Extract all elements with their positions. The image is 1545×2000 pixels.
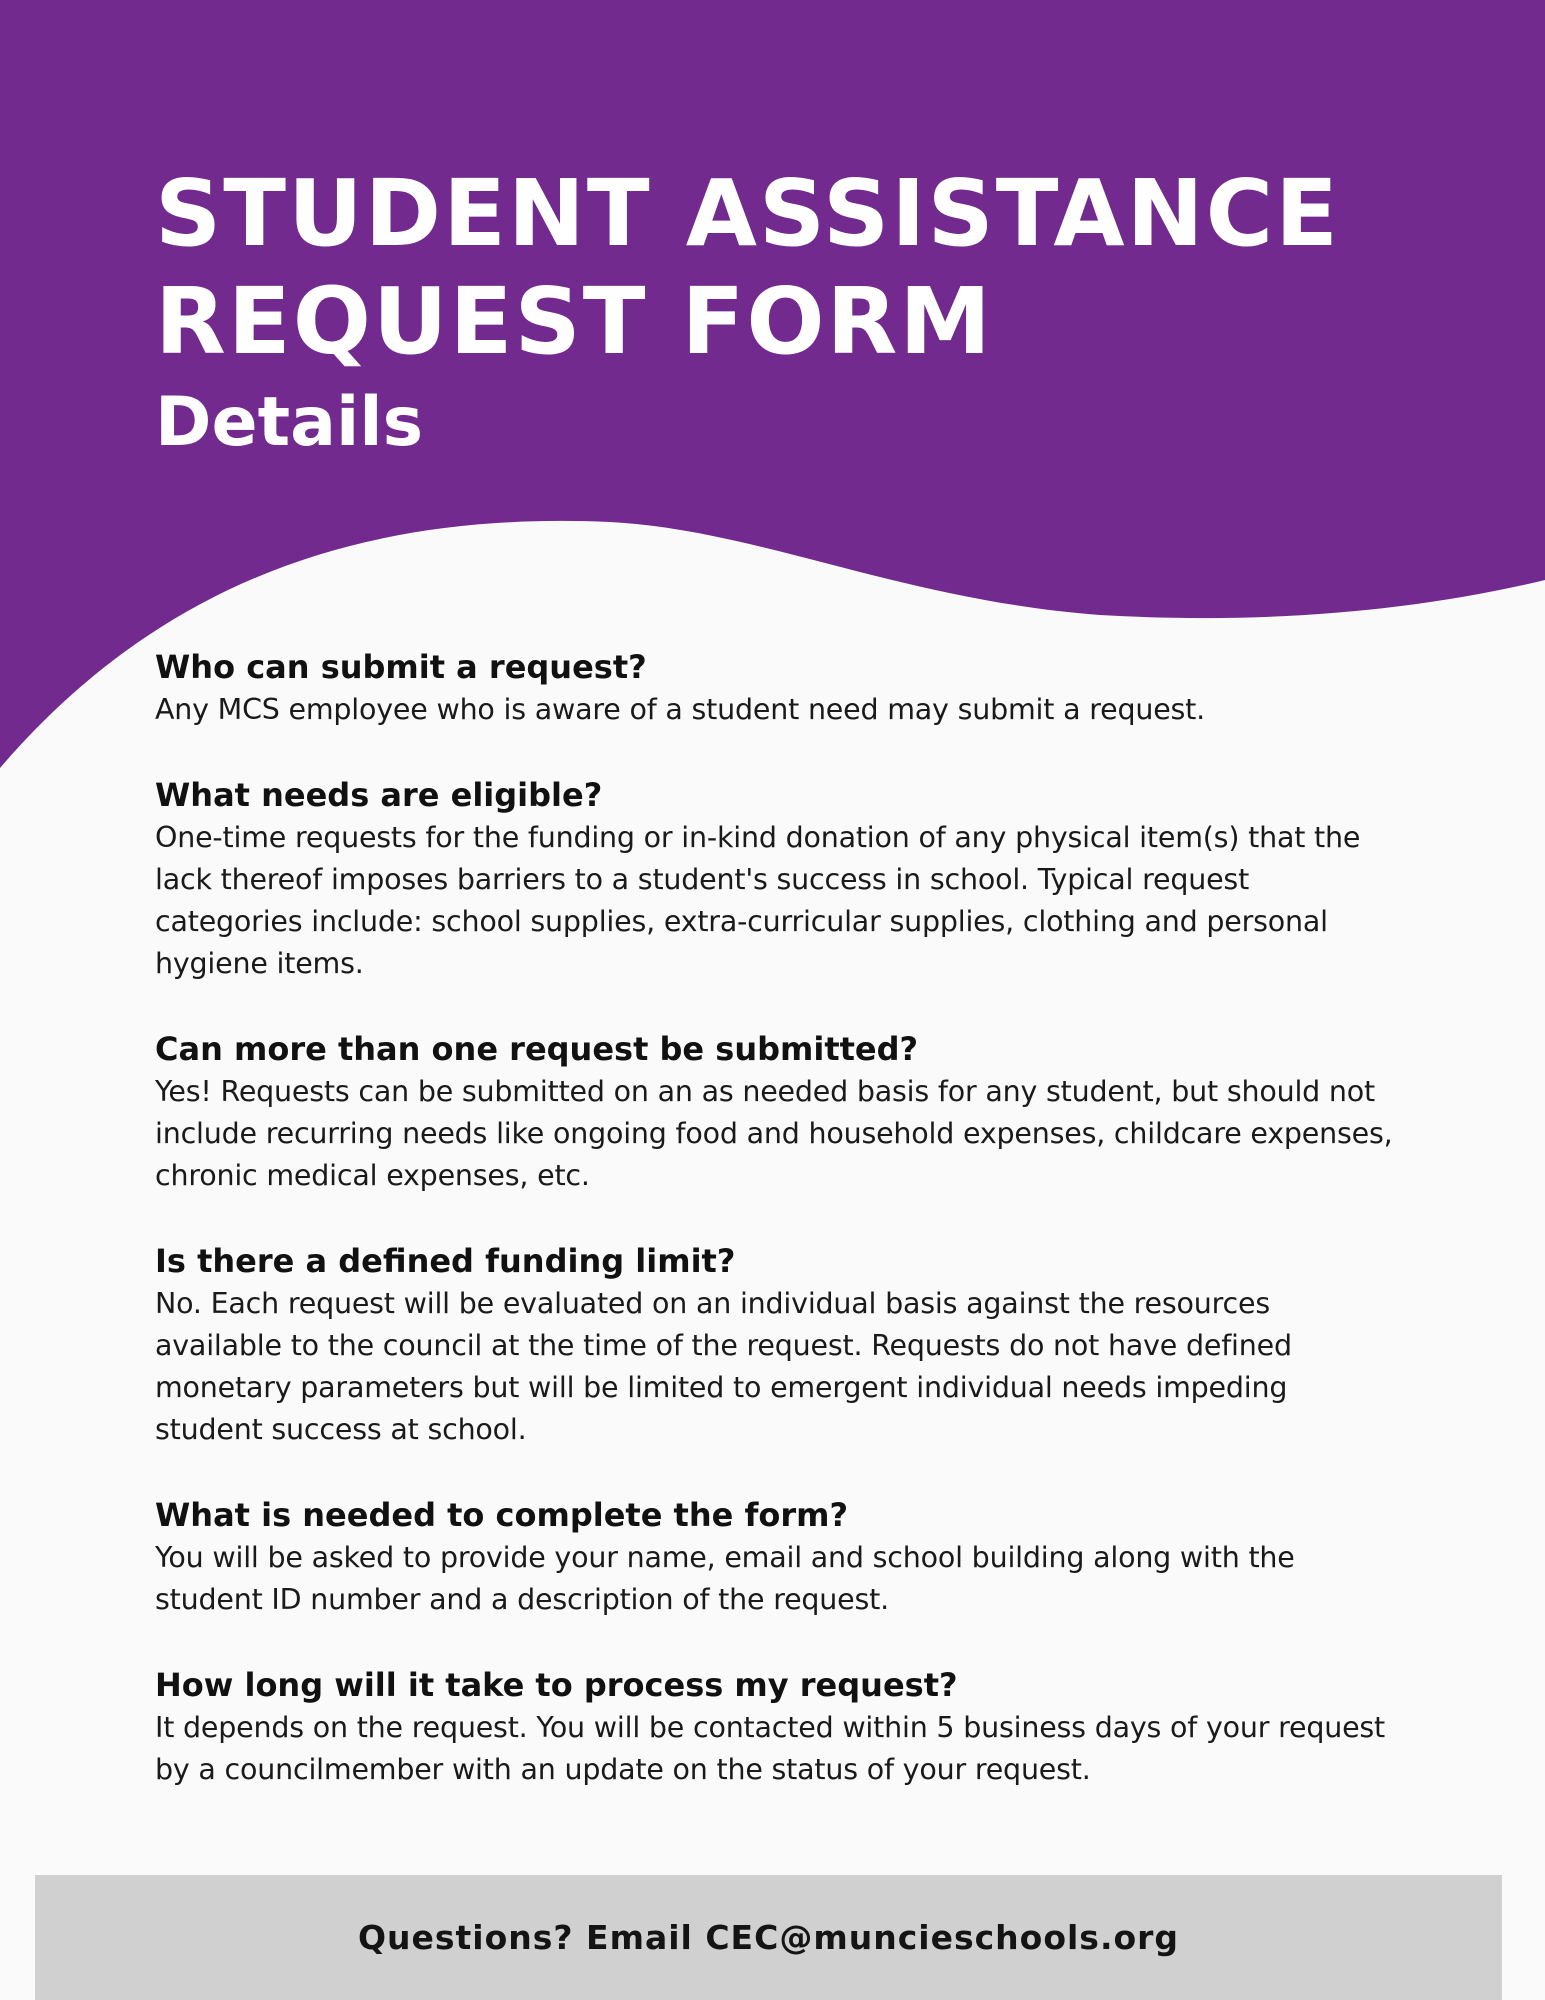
faq-item-eligible-needs — [155, 773, 1395, 985]
faq-question: Is there a defined funding limit? — [155, 1242, 736, 1280]
faq-answer: It depends on the request. You will be contacted within 5 business days of your request by a councilmember with an update on the status of your request. — [155, 1711, 1386, 1786]
faq-answer: One-time requests for the funding or in-kind donation of any physical item(s) that the lack thereof imposes barriers to a student's success in school. Typical request categories include: school supplies, extra-curricular supplies, clothing and personal hygiene items. — [155, 821, 1361, 980]
faq-answer: You will be asked to provide your name, email and school building along with the student ID number and a description of the request. — [155, 1541, 1295, 1616]
faq-item-who-can-submit — [155, 645, 1395, 731]
footer-contact-bar — [35, 1875, 1502, 2000]
faq-item-funding-limit — [155, 1239, 1395, 1451]
faq-answer: Yes! Requests can be submitted on an as needed basis for any student, but should not include recurring needs like ongoing food and household expenses, childcare expenses, chronic medical expenses, etc. — [155, 1075, 1393, 1192]
page-title-line-2: REQUEST FORM — [155, 268, 993, 375]
footer-contact-email[interactable]: Questions? Email CEC@muncieschools.org — [357, 1918, 1180, 1957]
header-title-block — [155, 160, 1340, 468]
page-title-line-1: STUDENT ASSISTANCE — [155, 160, 1340, 267]
faq-item-processing-time — [155, 1663, 1395, 1791]
faq-item-multiple-requests — [155, 1027, 1395, 1197]
faq-question: What is needed to complete the form? — [155, 1496, 849, 1534]
faq-question: Can more than one request be submitted? — [155, 1030, 919, 1068]
page-subtitle: Details — [155, 383, 424, 462]
faq-question: What needs are eligible? — [155, 776, 603, 814]
faq-question: How long will it take to process my request? — [155, 1666, 958, 1704]
faq-answer: Any MCS employee who is aware of a student need may submit a request. — [155, 693, 1206, 726]
faq-question: Who can submit a request? — [155, 648, 647, 686]
faq-item-form-requirements — [155, 1493, 1395, 1621]
faq-answer: No. Each request will be evaluated on an individual basis against the resources available to the council at the time of the request. Requests do not have defined monetary parameters but will be limited to emergent individual needs impeding student success at school. — [155, 1287, 1292, 1446]
faq-section — [155, 645, 1395, 1833]
